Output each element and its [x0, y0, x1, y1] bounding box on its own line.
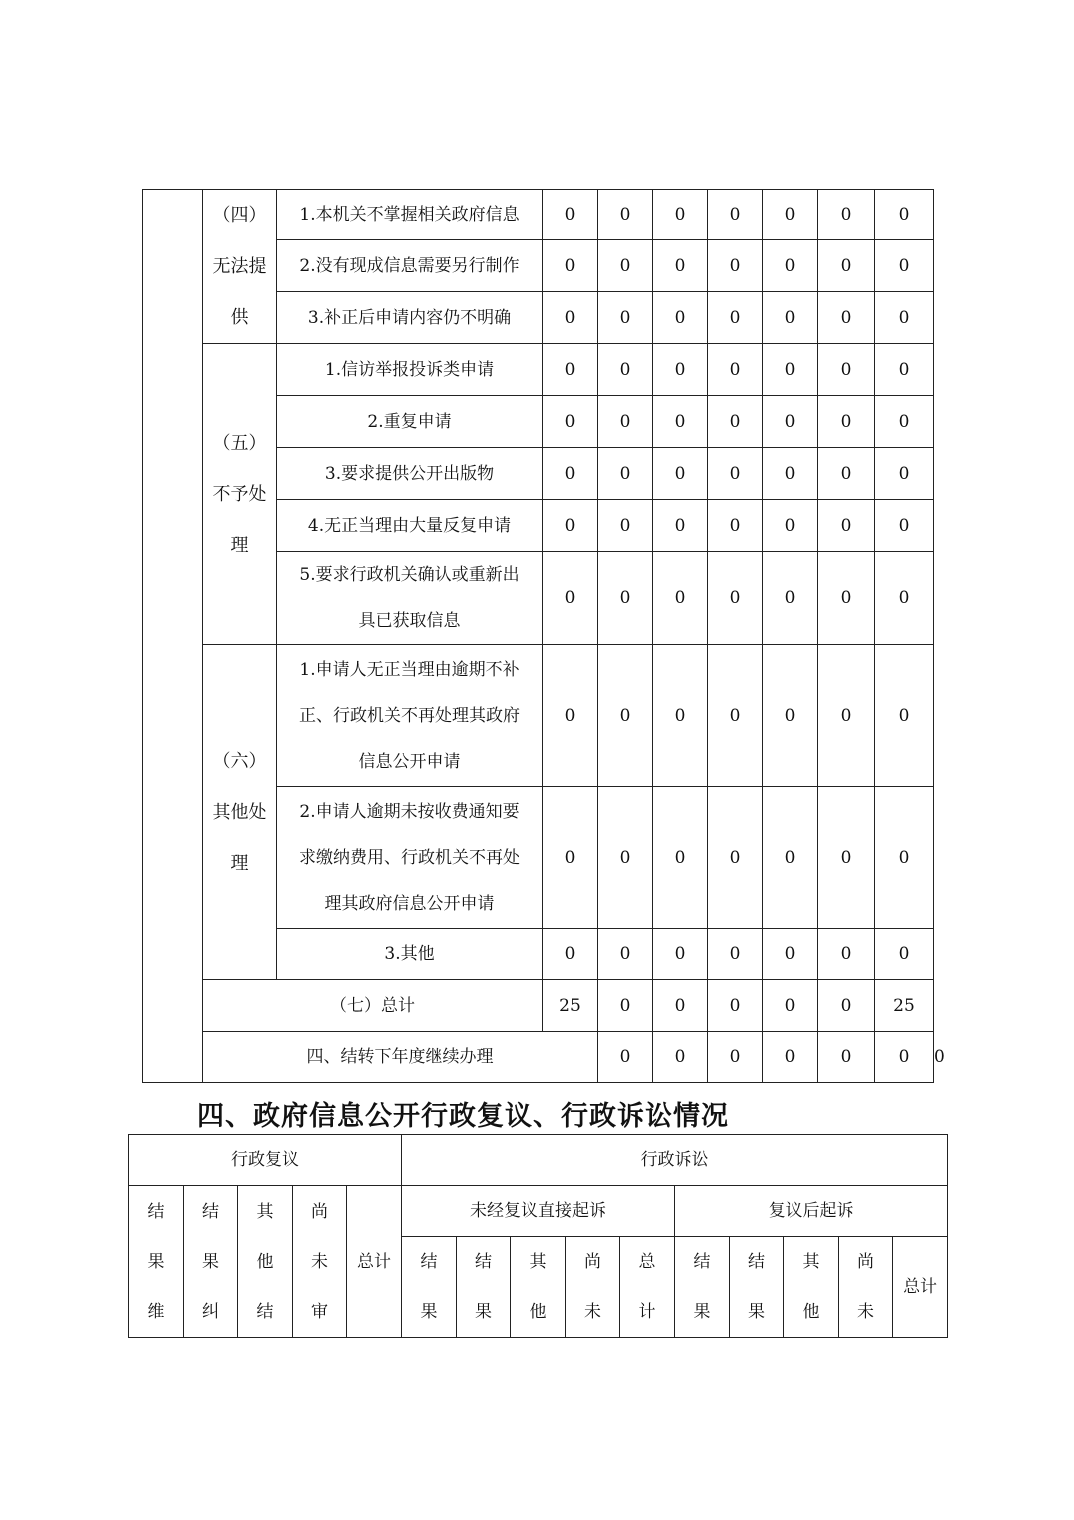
cell-value: 0 [543, 344, 598, 396]
cell-value: 0 [598, 344, 653, 396]
cell-value: 0 [763, 396, 818, 448]
table-row [129, 1186, 948, 1237]
cell-value: 0 [763, 980, 818, 1032]
cell-value: 0 [598, 292, 653, 344]
cell-value: 0 [543, 448, 598, 500]
after-col-header: 其 他 [784, 1237, 839, 1338]
cell-value: 0 [763, 1032, 818, 1083]
after-col-header: 结 果 [730, 1237, 784, 1338]
cell-value: 25 [875, 980, 934, 1032]
direct-col-header: 结 果 [457, 1237, 511, 1338]
cell-value: 0 [708, 190, 763, 240]
cell-value: 0 [875, 344, 934, 396]
cell-value: 0 [708, 929, 763, 980]
cell-value: 0 [708, 500, 763, 552]
cell-value: 0 [763, 787, 818, 929]
cell-value: 0 [598, 787, 653, 929]
direct-col-header: 总 计 [620, 1237, 675, 1338]
cell-value: 0 [763, 344, 818, 396]
cell-value: 0 [818, 980, 875, 1032]
admin-litigation-header: 行政诉讼 [402, 1135, 948, 1186]
table-row [143, 344, 934, 396]
cell-value: 0 [543, 396, 598, 448]
cell-value: 0 [653, 292, 708, 344]
section-heading: 四、政府信息公开行政复议、行政诉讼情况 [197, 1101, 729, 1132]
cell-value: 0 [818, 645, 875, 787]
cell-value: 25 [543, 980, 598, 1032]
cell-value: 0 [875, 190, 934, 240]
cell-value: 0 [818, 344, 875, 396]
cell-value: 0 [708, 344, 763, 396]
cell-value: 0 [598, 929, 653, 980]
cell-value: 0 [763, 190, 818, 240]
review-col-header: 其 他 结 [238, 1186, 293, 1338]
cell-value: 0 [653, 190, 708, 240]
cell-value: 0 [818, 1032, 875, 1083]
cell-value: 0 [818, 292, 875, 344]
left-merged-cell [143, 190, 203, 1083]
after-total-header: 总计 [893, 1237, 948, 1338]
cell-value: 0 [708, 240, 763, 292]
cell-value: 0 [763, 552, 818, 645]
cell-value: 0 [763, 500, 818, 552]
cell-value: 0 [543, 929, 598, 980]
cell-value: 0 [875, 552, 934, 645]
row-label: 1.信访举报投诉类申请 [277, 344, 543, 396]
table-row [143, 645, 934, 787]
after-review-suit-header: 复议后起诉 [675, 1186, 948, 1237]
cell-value: 0 [598, 645, 653, 787]
cell-value: 0 [818, 787, 875, 929]
direct-suit-header: 未经复议直接起诉 [402, 1186, 675, 1237]
review-col-header: 尚 未 审 [293, 1186, 347, 1338]
cell-value: 0 [818, 552, 875, 645]
cell-value: 0 [875, 240, 934, 292]
row-label: 1.本机关不掌握相关政府信息 [277, 190, 543, 240]
row-label: 3.补正后申请内容仍不明确 [277, 292, 543, 344]
cell-value: 0 [653, 929, 708, 980]
cell-value: 0 [818, 396, 875, 448]
cell-value: 0 [763, 645, 818, 787]
cell-value: 0 [818, 190, 875, 240]
review-col-header: 结 果 维 [129, 1186, 184, 1338]
cell-value: 0 [598, 396, 653, 448]
admin-review-header: 行政复议 [129, 1135, 402, 1186]
cell-value: 0 [543, 645, 598, 787]
cell-value: 0 [653, 980, 708, 1032]
review-litigation-table [128, 1134, 948, 1338]
cell-value: 0 [875, 396, 934, 448]
total-label: （七）总计 [203, 980, 543, 1032]
review-total-header: 总计 [347, 1186, 402, 1338]
cell-value: 0 [708, 787, 763, 929]
cell-value: 0 [875, 645, 934, 787]
cell-value: 0 [653, 344, 708, 396]
cell-value: 0 [653, 645, 708, 787]
disposal-table-continued [142, 189, 945, 1083]
cell-value: 0 [708, 552, 763, 645]
cell-value: 0 [543, 787, 598, 929]
cell-value: 0 [763, 240, 818, 292]
after-col-header: 结 果 [675, 1237, 730, 1338]
direct-col-header: 结 果 [402, 1237, 457, 1338]
cell-value: 0 [763, 448, 818, 500]
cell-value: 0 [653, 240, 708, 292]
direct-col-header: 其 他 [511, 1237, 566, 1338]
row-label: 3.要求提供公开出版物 [277, 448, 543, 500]
table-row [129, 1135, 948, 1186]
cell-value: 0 [875, 292, 934, 344]
cell-value: 0 [543, 552, 598, 645]
review-col-header: 结 果 纠 [184, 1186, 238, 1338]
cell-value: 0 [598, 552, 653, 645]
cell-value: 0 [653, 396, 708, 448]
table-row-carryover: 四、结转下年度继续办理 0 0 0 0 0 0 0 [143, 1032, 934, 1083]
cell-value: 0 [708, 645, 763, 787]
cell-value: 0 [763, 292, 818, 344]
row-label: 1.申请人无正当理由逾期不补 正、行政机关不再处理其政府 信息公开申请 [277, 645, 543, 787]
cell-value: 0 [818, 500, 875, 552]
row-label: 2.申请人逾期未按收费通知要 求缴纳费用、行政机关不再处 理其政府信息公开申请 [277, 787, 543, 929]
cell-value: 0 [708, 448, 763, 500]
cell-value: 0 [598, 980, 653, 1032]
cell-value: 0 [875, 929, 934, 980]
table-row-total [143, 980, 934, 1032]
cell-value: 0 [763, 929, 818, 980]
group-label-unable-provide: （四） 无法提 供 [203, 190, 277, 344]
cell-value: 0 [653, 787, 708, 929]
cell-value: 0 [708, 980, 763, 1032]
cell-value: 0 [543, 240, 598, 292]
group-label-other-processing: （六） 其他处 理 [203, 645, 277, 980]
cell-value: 0 [598, 190, 653, 240]
group-label-not-processed: （五） 不予处 理 [203, 344, 277, 645]
cell-value: 0 [875, 448, 934, 500]
cell-value: 0 [818, 448, 875, 500]
cell-value: 0 [708, 396, 763, 448]
cell-value: 0 [543, 500, 598, 552]
cell-value: 0 [543, 190, 598, 240]
cell-value: 0 [818, 240, 875, 292]
table-row [143, 190, 934, 240]
after-col-header: 尚 未 [839, 1237, 893, 1338]
cell-value: 0 [598, 500, 653, 552]
cell-value: 0 [598, 448, 653, 500]
row-label: 3.其他 [277, 929, 543, 980]
cell-value: 0 [708, 1032, 763, 1083]
cell-value: 0 [875, 500, 934, 552]
row-label: 2.重复申请 [277, 396, 543, 448]
cell-value: 0 [708, 292, 763, 344]
cell-value: 0 [653, 1032, 708, 1083]
carryover-label: 四、结转下年度继续办理 [203, 1032, 598, 1083]
cell-value: 0 [818, 929, 875, 980]
cell-value: 0 [875, 787, 934, 929]
row-label: 5.要求行政机关确认或重新出 具已获取信息 [277, 552, 543, 645]
row-label: 4.无正当理由大量反复申请 [277, 500, 543, 552]
cell-value: 0 [653, 552, 708, 645]
cell-value: 0 [598, 240, 653, 292]
cell-value: 0 [653, 500, 708, 552]
cell-value: 0 [598, 1032, 653, 1083]
row-label: 2.没有现成信息需要另行制作 [277, 240, 543, 292]
direct-col-header: 尚 未 [566, 1237, 620, 1338]
cell-value: 0 [875, 1032, 934, 1083]
cell-value: 0 [653, 448, 708, 500]
cell-value: 0 [543, 292, 598, 344]
